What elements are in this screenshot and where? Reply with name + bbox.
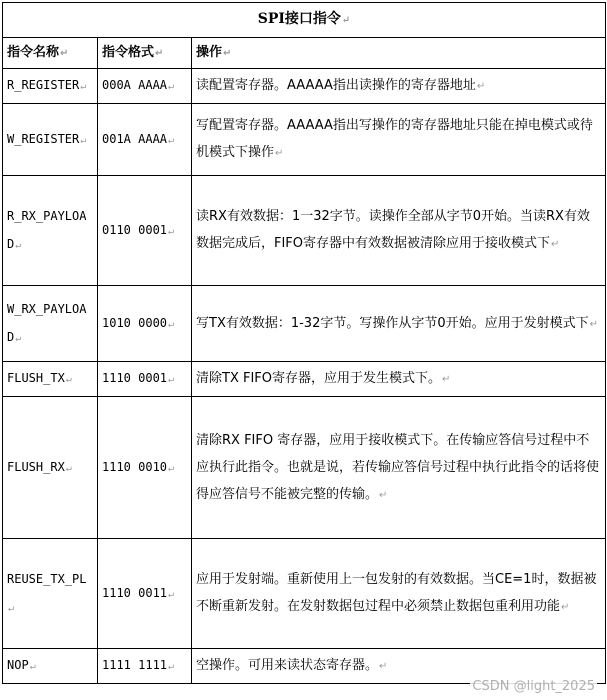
instruction-format-cell: 1110 0001↵: [98, 362, 192, 397]
instruction-format-cell: 000A AAAA↵: [98, 69, 192, 104]
instruction-name-cell: W_RX_PAYLOAD↵: [3, 286, 98, 362]
instruction-name-cell: W_REGISTER↵: [3, 104, 98, 176]
table-row: [3, 539, 606, 649]
instruction-format-cell: 001A AAAA↵: [98, 104, 192, 176]
instruction-name-cell: R_RX_PAYLOAD↵: [3, 176, 98, 286]
operation-cell: 清除RX FIFO 寄存器，应用于接收模式下。在传输应答信号过程中不应执行此指令。也就是说，若传输应答信号过程中执行此指令的话将使得应答信号不能被完整的传输。↵: [192, 397, 606, 539]
table-header-row: [3, 38, 606, 69]
spi-instruction-table: [2, 2, 606, 684]
table-row: [3, 362, 606, 397]
instruction-format-cell: 1110 0010↵: [98, 397, 192, 539]
operation-cell: 应用于发射端。重新使用上一包发射的有效数据。当CE=1时，数据被不断重新发射。在发射数据包过程中必须禁止数据包重利用功能↵: [192, 539, 606, 649]
instruction-format-cell: 1110 0011↵: [98, 539, 192, 649]
operation-cell: 写TX有效数据：1-32字节。写操作从字节0开始。应用于发射模式下↵: [192, 286, 606, 362]
table-row: [3, 176, 606, 286]
header-instruction-name: 指令名称↵: [3, 38, 98, 69]
operation-cell: 读RX有效数据：1一32字节。读操作全部从字节0开始。当读RX有效数据完成后，FIFO寄存器中有效数据被清除应用于接收模式下↵: [192, 176, 606, 286]
instruction-name-cell: R_REGISTER↵: [3, 69, 98, 104]
table-row: [3, 104, 606, 176]
csdn-watermark: CSDN @light_2025: [472, 679, 595, 694]
instruction-name-cell: FLUSH_RX↵: [3, 397, 98, 539]
header-instruction-format: 指令格式↵: [98, 38, 192, 69]
instruction-name-cell: REUSE_TX_PL↵: [3, 539, 98, 649]
header-operation: 操作↵: [192, 38, 606, 69]
table-title: SPI接口指令↵: [3, 3, 606, 38]
instruction-format-cell: 0110 0001↵: [98, 176, 192, 286]
instruction-name-cell: FLUSH_TX↵: [3, 362, 98, 397]
instruction-format-cell: 1111 1111↵: [98, 649, 192, 684]
operation-cell: 读配置寄存器。AAAAA指出读操作的寄存器地址↵: [192, 69, 606, 104]
table-row: [3, 397, 606, 539]
table-row: [3, 286, 606, 362]
instruction-format-cell: 1010 0000↵: [98, 286, 192, 362]
table-caption-row: [3, 3, 606, 38]
operation-cell: 空操作。可用来读状态寄存器。↵: [192, 649, 606, 684]
operation-cell: 清除TX FIFO寄存器，应用于发生模式下。↵: [192, 362, 606, 397]
operation-cell: 写配置寄存器。AAAAA指出写操作的寄存器地址只能在掉电模式或待机模式下操作↵: [192, 104, 606, 176]
table-row: [3, 69, 606, 104]
instruction-name-cell: NOP↵: [3, 649, 98, 684]
